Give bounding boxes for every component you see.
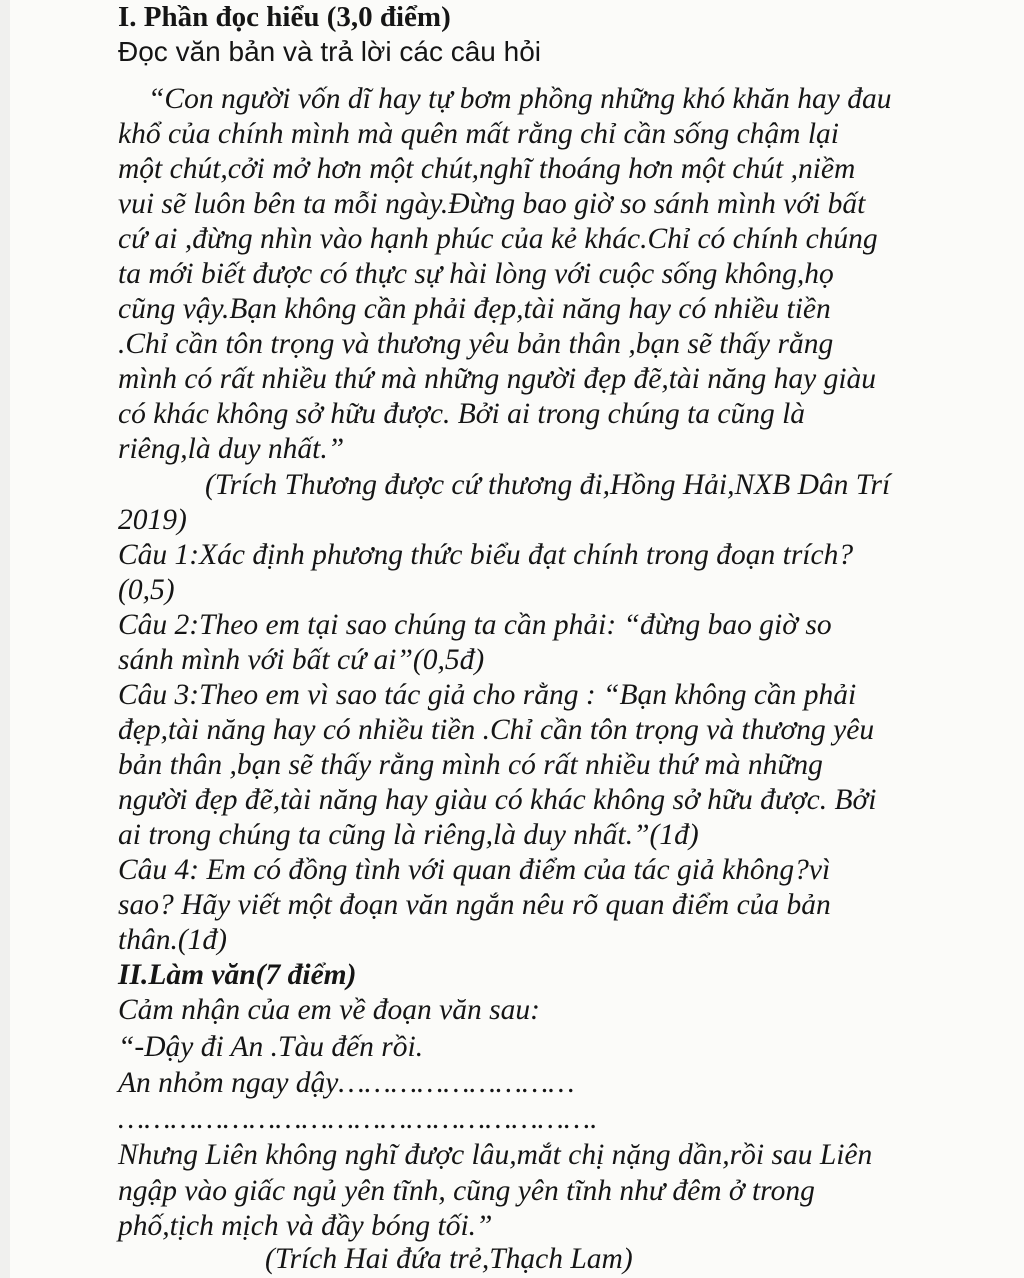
question-4-cont: sao? Hãy viết một đoạn văn ngắn nêu rõ quan điểm của bản <box>118 889 831 921</box>
section2-heading: II.Làm văn(7 điểm) <box>118 959 357 991</box>
question-1: Câu 1:Xác định phương thức biểu đạt chính trong đoạn trích? <box>118 539 854 571</box>
passage-line: khổ của chính mình mà quên mất rằng chỉ cần sống chậm lại <box>118 118 840 150</box>
question-3-cont: ai trong chúng ta cũng là riêng,là duy nhất.”(1đ) <box>118 819 699 851</box>
passage-line: ta mới biết được có thực sự hài lòng với cuộc sống không,họ <box>118 258 834 290</box>
question-3: Câu 3:Theo em vì sao tác giả cho rằng : “Bạn không cần phải <box>118 679 857 711</box>
excerpt-line: phố,tịch mịch và đầy bóng tối.” <box>118 1210 493 1242</box>
passage-source: (Trích Thương được cứ thương đi,Hồng Hải,NXB Dân Trí <box>205 469 891 501</box>
excerpt-line: An nhỏm ngay dậy……………………… <box>118 1067 575 1099</box>
page-edge <box>0 0 10 1278</box>
excerpt-line: ngập vào giấc ngủ yên tĩnh, cũng yên tĩnh như đêm ở trong <box>118 1175 815 1207</box>
passage-line: cũng vậy.Bạn không cần phải đẹp,tài năng hay có nhiều tiền <box>118 293 831 325</box>
excerpt-source: (Trích Hai đứa trẻ,Thạch Lam) <box>265 1243 633 1275</box>
question-2: Câu 2:Theo em tại sao chúng ta cần phải: “đừng bao giờ so <box>118 609 832 641</box>
question-4: Câu 4: Em có đồng tình với quan điểm của tác giả không?vì <box>118 854 831 886</box>
question-3-cont: bản thân ,bạn sẽ thấy rằng mình có rất nhiều thứ mà những <box>118 749 823 781</box>
passage-line: có khác không sở hữu được. Bởi ai trong chúng ta cũng là <box>118 398 806 430</box>
passage-line: một chút,cởi mở hơn một chút,nghĩ thoáng hơn một chút ,niềm <box>118 153 856 185</box>
passage-source-year: 2019) <box>118 504 187 536</box>
question-3-cont: người đẹp đẽ,tài năng hay giàu có khác không sở hữu được. Bởi <box>118 784 877 816</box>
section2-prompt: Cảm nhận của em về đoạn văn sau: <box>118 994 540 1026</box>
excerpt-line: Nhưng Liên không nghĩ được lâu,mắt chị nặng dần,rồi sau Liên <box>118 1139 873 1171</box>
passage-line: cứ ai ,đừng nhìn vào hạnh phúc của kẻ khác.Chỉ có chính chúng <box>118 223 878 255</box>
section1-instruction: Đọc văn bản và trả lời các câu hỏi <box>118 36 542 67</box>
question-2-cont: sánh mình với bất cứ ai”(0,5đ) <box>118 644 485 676</box>
excerpt-ellipsis: ………………………………………………. <box>118 1103 598 1135</box>
passage-line: vui sẽ luôn bên ta mỗi ngày.Đừng bao giờ so sánh mình với bất <box>118 188 866 220</box>
excerpt-line: “-Dậy đi An .Tàu đến rồi. <box>118 1031 424 1063</box>
passage-line: mình có rất nhiều thứ mà những người đẹp đẽ,tài năng hay giàu <box>118 363 877 395</box>
question-1-points: (0,5) <box>118 574 175 606</box>
passage-line: .Chỉ cần tôn trọng và thương yêu bản thân ,bạn sẽ thấy rằng <box>118 328 834 360</box>
passage-line: “Con người vốn dĩ hay tự bơm phồng những khó khăn hay đau <box>148 83 892 115</box>
question-3-cont: đẹp,tài năng hay có nhiều tiền .Chỉ cần tôn trọng và thương yêu <box>118 714 875 746</box>
passage-line: riêng,là duy nhất.” <box>118 433 345 465</box>
section1-heading: I. Phần đọc hiểu (3,0 điểm) <box>118 1 451 33</box>
question-4-cont: thân.(1đ) <box>118 924 227 956</box>
